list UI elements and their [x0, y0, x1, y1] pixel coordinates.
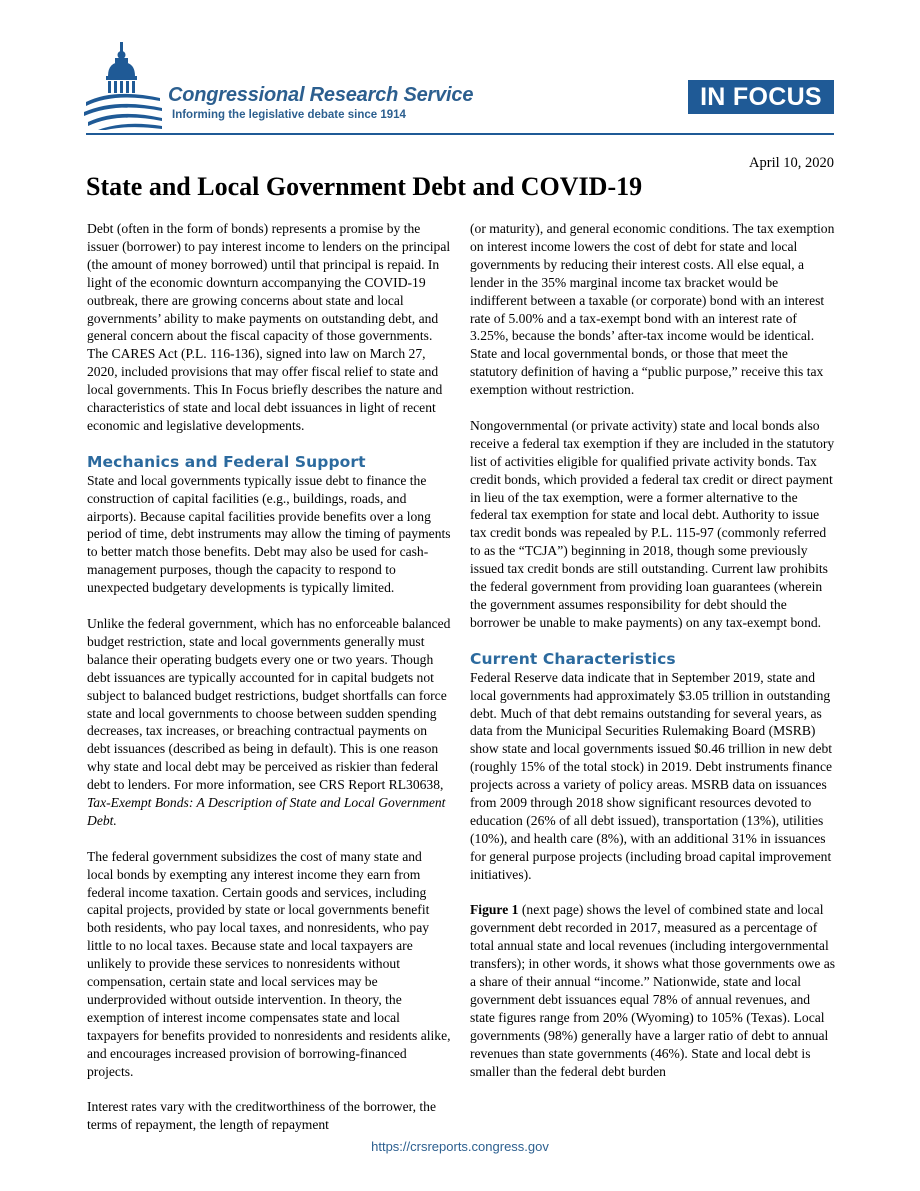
paragraph-text: (next page) shows the level of combined state and local government debt recorded in 2017, measured as a percentage of total annual state and local revenues (including intergovernmental transfers); in other words, it shows what those governments owe as a share of their annual “income.” Nationwide, state and local government debt issuances equal 78% of annual revenues, and state figures range from 20% (Wyoming) to 105% (Texas). Local governments (98%) generally have a larger ratio of debt to annual revenues than state governments (46%). State and local debt is smaller than the federal debt burden — [470, 902, 836, 1079]
body-paragraph: Federal Reserve data indicate that in September 2019, state and local governments had approximately $3.05 trillion in outstanding debt. Much of that debt remains outstanding for several years, as data from the Municipal Securities Rulemaking Board (MSRB) show state and local governments issued $0.46 trillion in new debt (roughly 15% of the total stock) in 2019. Debt instruments finance projects across a variety of policy areas. MSRB data on issuances from 2009 through 2018 show significant resources devoted to education (26% of all debt issued), transportation (13%), utilities (10%), and health care (8%), with an additional 31% in issuances for general purpose projects (including broad capital improvement initiatives). — [470, 669, 833, 882]
page-title: State and Local Government Debt and COVID-19 — [86, 172, 643, 201]
report-title-link: Tax-Exempt Bonds: A Description of State and Local Government Debt. — [87, 795, 446, 828]
org-tagline: Informing the legislative debate since 1914 — [172, 109, 406, 121]
section-heading-mechanics: Mechanics and Federal Support — [87, 452, 366, 471]
section-heading-current: Current Characteristics — [470, 649, 676, 668]
right-column — [470, 220, 836, 1081]
body-paragraph: Nongovernmental (or private activity) state and local bonds also receive a federal tax exemption if they are included in the statutory list of activities eligible for qualified private activity bonds. Tax credit bonds, which provided a federal tax credit or direct payment in lieu of the tax exemption, were a former alternative to the federal tax exemption for state and local debt. Authority to issue tax credit bonds was repealed by P.L. 115-97 (commonly referred to as the “TCJA”) beginning in 2018, though some previously issued tax credit bonds are still outstanding. Current law prohibits the federal government from providing loan guarantees (wherein the government assumes responsibility for debt should the borrower be unable to make payments) on any tax-exempt bond. — [470, 417, 835, 630]
body-paragraph — [470, 901, 836, 1080]
body-paragraph: State and local governments typically issue debt to finance the construction of capital facilities (e.g., buildings, roads, and airports). Because capital facilities provide benefits over a long period of time, debt instruments may allow the timing of payments to better match those benefits. Debt may also be used for cash-management purposes, though the capacity to respond to unexpected budgetary developments is typically limited. — [87, 472, 451, 596]
capitol-dome-icon — [84, 40, 164, 130]
body-paragraph: Interest rates vary with the creditworthiness of the borrower, the terms of repayment, the length of repayment — [87, 1099, 436, 1133]
left-column — [87, 220, 451, 1134]
header-divider — [86, 133, 834, 135]
paragraph-text: Unlike the federal government, which has no enforceable balanced budget restriction, state and local governments generally must balance their operating budgets every one or two years. Though debt issuances are typically accounted for in capital budgets not subject to balanced budget restrictions, budget shortfalls can force state and local governments to choose between sudden spending decreases, tax increases, or breaching contractual payments on debt issuances (described as being in default). This is one reason why state and local debt may be perceived as riskier than federal debt to lenders. For more information, see CRS Report RL30638, — [87, 616, 451, 793]
in-focus-badge: IN FOCUS — [688, 80, 834, 114]
body-paragraph: The federal government subsidizes the cost of many state and local bonds by exempting any interest income they earn from federal income taxation. Certain goods and services, including capital projects, provided by state or local governments benefit both residents, who pay local taxes, and nonresidents, who pay little to no local taxes. Because state and local taxpayers are unlikely to provide these services to nonresidents without compensation, certain state and local services may be underprovided without outside intervention. In theory, the exemption of interest income compensates state and local taxpayers for benefits provided to nonresidents and residents alike, and encourages increased provision of borrowing-financed projects. — [87, 848, 451, 1079]
body-paragraph — [87, 615, 451, 830]
footer-url-link[interactable]: https://crsreports.congress.gov — [371, 1139, 549, 1154]
figure-reference: Figure 1 — [470, 902, 519, 918]
intro-paragraph: Debt (often in the form of bonds) represents a promise by the issuer (borrower) to pay interest income to lenders on the principal (the amount of money borrowed) until that principal is repaid. In light of the economic downturn accompanying the COVID-19 outbreak, there are growing concerns about state and local governments’ ability to make payments on outstanding debt, and general concern about the fiscal capacity of those governments. The CARES Act (P.L. 116-136), signed into law on March 27, 2020, included provisions that may offer fiscal relief to state and local governments. This In Focus briefly describes the nature and characteristics of state and local debt issuances in light of recent economic and legislative developments. — [87, 221, 451, 433]
org-name: Congressional Research Service — [168, 84, 474, 106]
publication-date: April 10, 2020 — [749, 155, 834, 171]
body-paragraph: (or maturity), and general economic conditions. The tax exemption on interest income lowers the cost of debt for state and local governments by reducing their interest costs. All else equal, a lender in the 35% marginal income tax bracket would be indifferent between a taxable (or corporate) bond with an interest rate of 5.00% and a tax-exempt bond with an interest rate of 3.25%, because the bonds’ after-tax income would be identical. State and local governmental bonds, or those that meet the statutory definition of having a “public purpose,” receive this tax exemption without restriction. — [470, 221, 835, 398]
